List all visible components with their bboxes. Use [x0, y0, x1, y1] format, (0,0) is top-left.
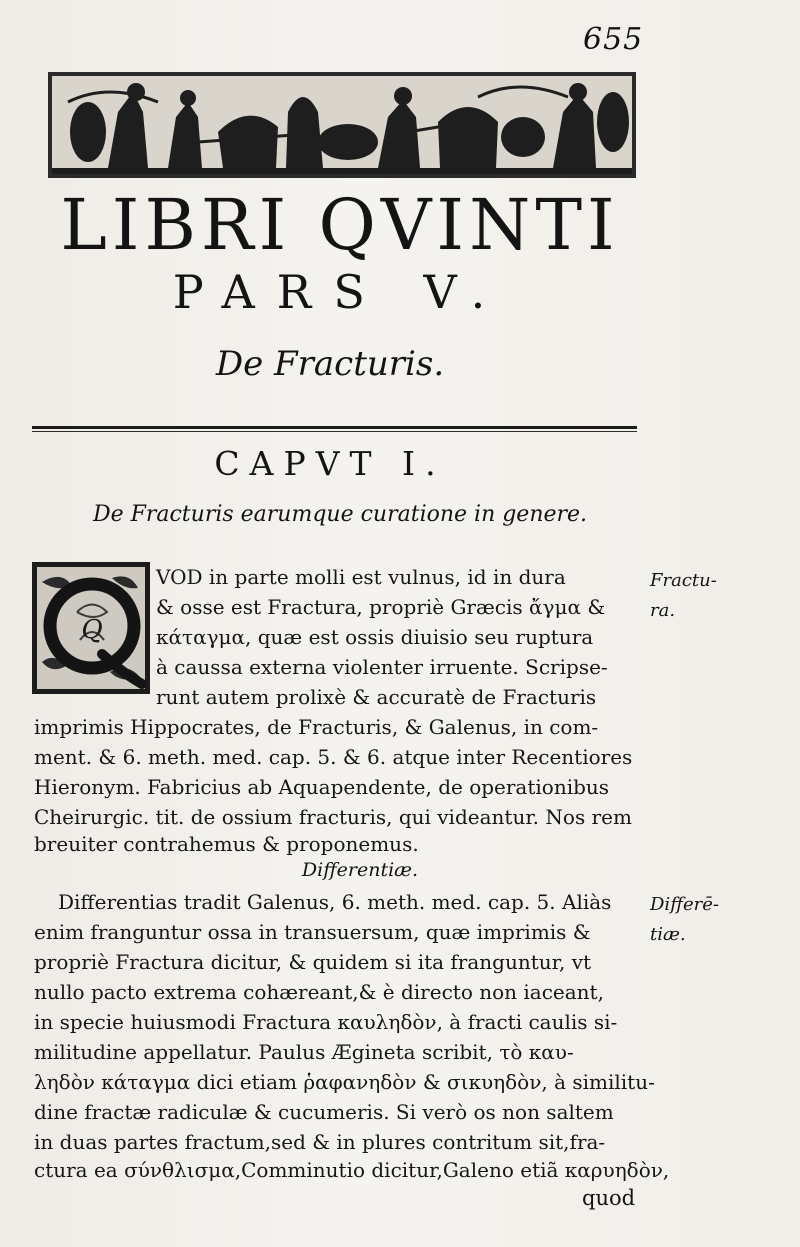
text-line: Hieronym. Fabricius ab Aquapendente, de operationibus — [34, 775, 610, 799]
catchword: quod — [582, 1186, 636, 1210]
book-part: PARS V. — [172, 265, 508, 319]
text-line: Differentias tradit Galenus, 6. meth. med. cap. 5. Aliàs — [58, 890, 612, 914]
text-line: ληδὸν κάταγμα dici etiam ῥαφανηδὸν & σικυηδὸν, à similitu- — [34, 1070, 655, 1094]
chapter-subtitle: De Fracturis earumque curatione in genere. — [92, 502, 588, 527]
text-line: ctura ea σύνθλισμα,Comminutio dicitur,Galeno etiã καρυηδὸν, — [34, 1158, 670, 1182]
double-rule-divider — [32, 424, 637, 434]
woodcut-headpiece — [48, 72, 636, 178]
text-line: imprimis Hippocrates, de Fracturis, & Galenus, in com- — [34, 715, 599, 739]
chapter-heading: CAPVT I. — [214, 444, 446, 483]
section-title: De Fracturis. — [215, 344, 445, 384]
initial-letter: Q — [81, 615, 103, 645]
margin-note-differentiae: Differē- tiæ. — [650, 894, 719, 945]
text-line: runt autem prolixè & accuratè de Fracturis — [156, 685, 597, 709]
text-line: & osse est Fractura, propriè Græcis ἄγμα & — [156, 595, 606, 619]
text-line: militudine appellatur. Paulus Ægineta scribit, τὸ καυ- — [34, 1040, 574, 1064]
text-line: propriè Fractura dicitur, & quidem si ita franguntur, vt — [34, 950, 592, 974]
text-line: Cheirurgic. tit. de ossium fracturis, qui videantur. Nos rem — [34, 805, 632, 829]
text-line: dine fractæ radiculæ & cucumeris. Si verò os non saltem — [34, 1100, 614, 1124]
text-line: nullo pacto extrema cohæreant,& è directo non iaceant, — [34, 980, 604, 1004]
text-line: VOD in parte molli est vulnus, id in dura — [156, 565, 566, 589]
decorated-initial-q — [32, 562, 150, 694]
text-line: à caussa externa violenter irruente. Scripse- — [156, 655, 608, 679]
book-title: LIBRI QVINTI — [60, 184, 620, 266]
text-line: in specie huiusmodi Fractura καυληδὸν, à fracti caulis si- — [34, 1010, 618, 1034]
text-line: ment. & 6. meth. med. cap. 5. & 6. atque inter Recentiores — [34, 745, 633, 769]
page-number: 655 — [583, 22, 644, 57]
text-line: in duas partes fractum,sed & in plures contritum sit,fra- — [34, 1130, 606, 1154]
text-line: enim franguntur ossa in transuersum, quæ imprimis & — [34, 920, 591, 944]
text-line: κάταγμα, quæ est ossis diuisio seu ruptura — [156, 625, 594, 649]
margin-note-fractura: Fractu- ra. — [650, 570, 717, 621]
text-line: breuiter contrahemus & proponemus. — [34, 832, 419, 856]
subheading-differentiae: Differentiæ. — [301, 859, 419, 881]
